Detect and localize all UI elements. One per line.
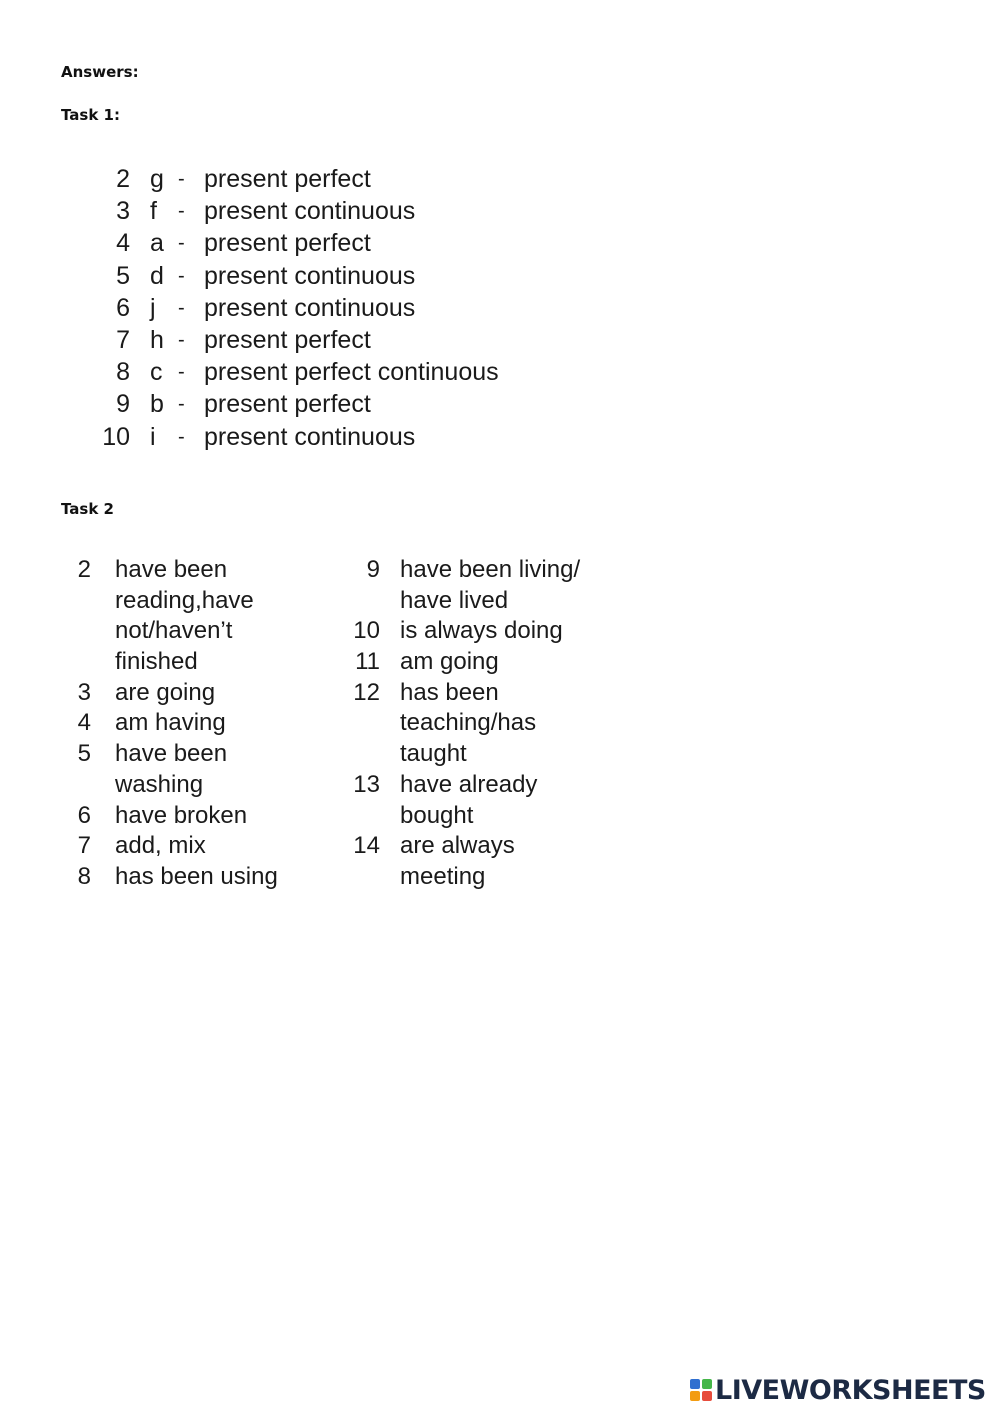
separator-dash: - [178, 168, 185, 190]
separator-dash: - [178, 329, 185, 351]
answer-text: reading,have [115, 586, 254, 614]
answer-letter: c [150, 358, 163, 387]
tense-name: present perfect continuous [204, 358, 499, 387]
tense-name: present continuous [204, 293, 416, 322]
answer-letter: g [150, 165, 164, 193]
separator-dash: - [178, 232, 185, 255]
item-number: 3 [116, 197, 130, 226]
logo-cell [690, 1391, 700, 1401]
separator-dash: - [178, 296, 185, 319]
answer-letter: b [150, 390, 164, 419]
answer-text: bought [400, 801, 474, 829]
liveworksheets-logo [690, 1373, 986, 1407]
tense-name: present continuous [204, 197, 416, 226]
logo-cell [702, 1379, 712, 1389]
answer-text: is always doing [400, 617, 563, 645]
answer-text: are always [400, 832, 515, 860]
answer-text: have broken [115, 801, 248, 829]
answer-text: meeting [400, 862, 486, 890]
answer-text: have been living/ [400, 556, 581, 583]
item-number: 12 [353, 678, 380, 706]
logo-text: LIVEWORKSHEETS [715, 1374, 986, 1406]
answer-letter: a [150, 229, 164, 258]
item-number: 7 [77, 832, 91, 860]
item-number: 13 [353, 770, 380, 798]
answer-text: are going [115, 678, 216, 706]
item-number: 8 [116, 358, 130, 387]
answer-text: washing [115, 770, 204, 798]
logo-cell [690, 1379, 700, 1389]
tense-name: present perfect [204, 165, 371, 193]
answer-text: teaching/has [400, 709, 537, 737]
separator-dash: - [178, 361, 185, 384]
answer-text: have already [400, 770, 538, 798]
logo-mark-icon [690, 1379, 712, 1401]
item-number: 11 [355, 648, 380, 676]
item-number: 10 [353, 617, 380, 645]
answer-text: have been [115, 740, 228, 768]
tense-name: present perfect [204, 390, 371, 419]
tense-name: present perfect [204, 229, 371, 258]
logo-cell [702, 1391, 712, 1401]
item-number: 5 [77, 740, 91, 768]
item-number: 9 [116, 390, 130, 419]
answer-text: has been [400, 678, 499, 706]
item-number: 5 [116, 261, 130, 290]
answer-text: not/haven’t [115, 617, 233, 645]
task2-heading: Task 2 [61, 500, 114, 518]
item-number: 10 [102, 422, 130, 451]
item-number: 3 [77, 678, 91, 706]
answer-letter: d [150, 261, 164, 290]
answer-text: has been using [115, 862, 278, 890]
answer-text: finished [115, 648, 198, 676]
item-number: 4 [77, 709, 91, 737]
item-number: 2 [77, 556, 91, 583]
answer-text: am going [400, 648, 499, 676]
answer-text: have lived [400, 586, 509, 614]
item-number: 14 [353, 832, 380, 860]
separator-dash: - [178, 264, 185, 287]
task1-heading: Task 1: [61, 106, 120, 124]
separator-dash: - [178, 425, 185, 448]
separator-dash: - [178, 200, 185, 223]
tense-name: present perfect [204, 326, 371, 354]
item-number: 6 [116, 293, 130, 322]
answer-letter: f [150, 197, 157, 226]
answers-heading: Answers: [61, 63, 139, 81]
answer-text: have been [115, 556, 228, 583]
answer-text: am having [115, 709, 226, 737]
item-number: 7 [116, 326, 130, 354]
answer-letter: j [150, 293, 156, 322]
item-number: 8 [77, 862, 91, 890]
answer-text: taught [400, 740, 467, 768]
answer-letter: h [150, 326, 164, 354]
item-number: 2 [116, 165, 130, 193]
answer-letter: i [150, 422, 156, 451]
answer-text: add, mix [115, 832, 206, 860]
item-number: 4 [116, 229, 130, 258]
item-number: 6 [77, 801, 91, 829]
tense-name: present continuous [204, 422, 416, 451]
item-number: 9 [366, 556, 380, 583]
tense-name: present continuous [204, 261, 416, 290]
separator-dash: - [178, 393, 185, 416]
